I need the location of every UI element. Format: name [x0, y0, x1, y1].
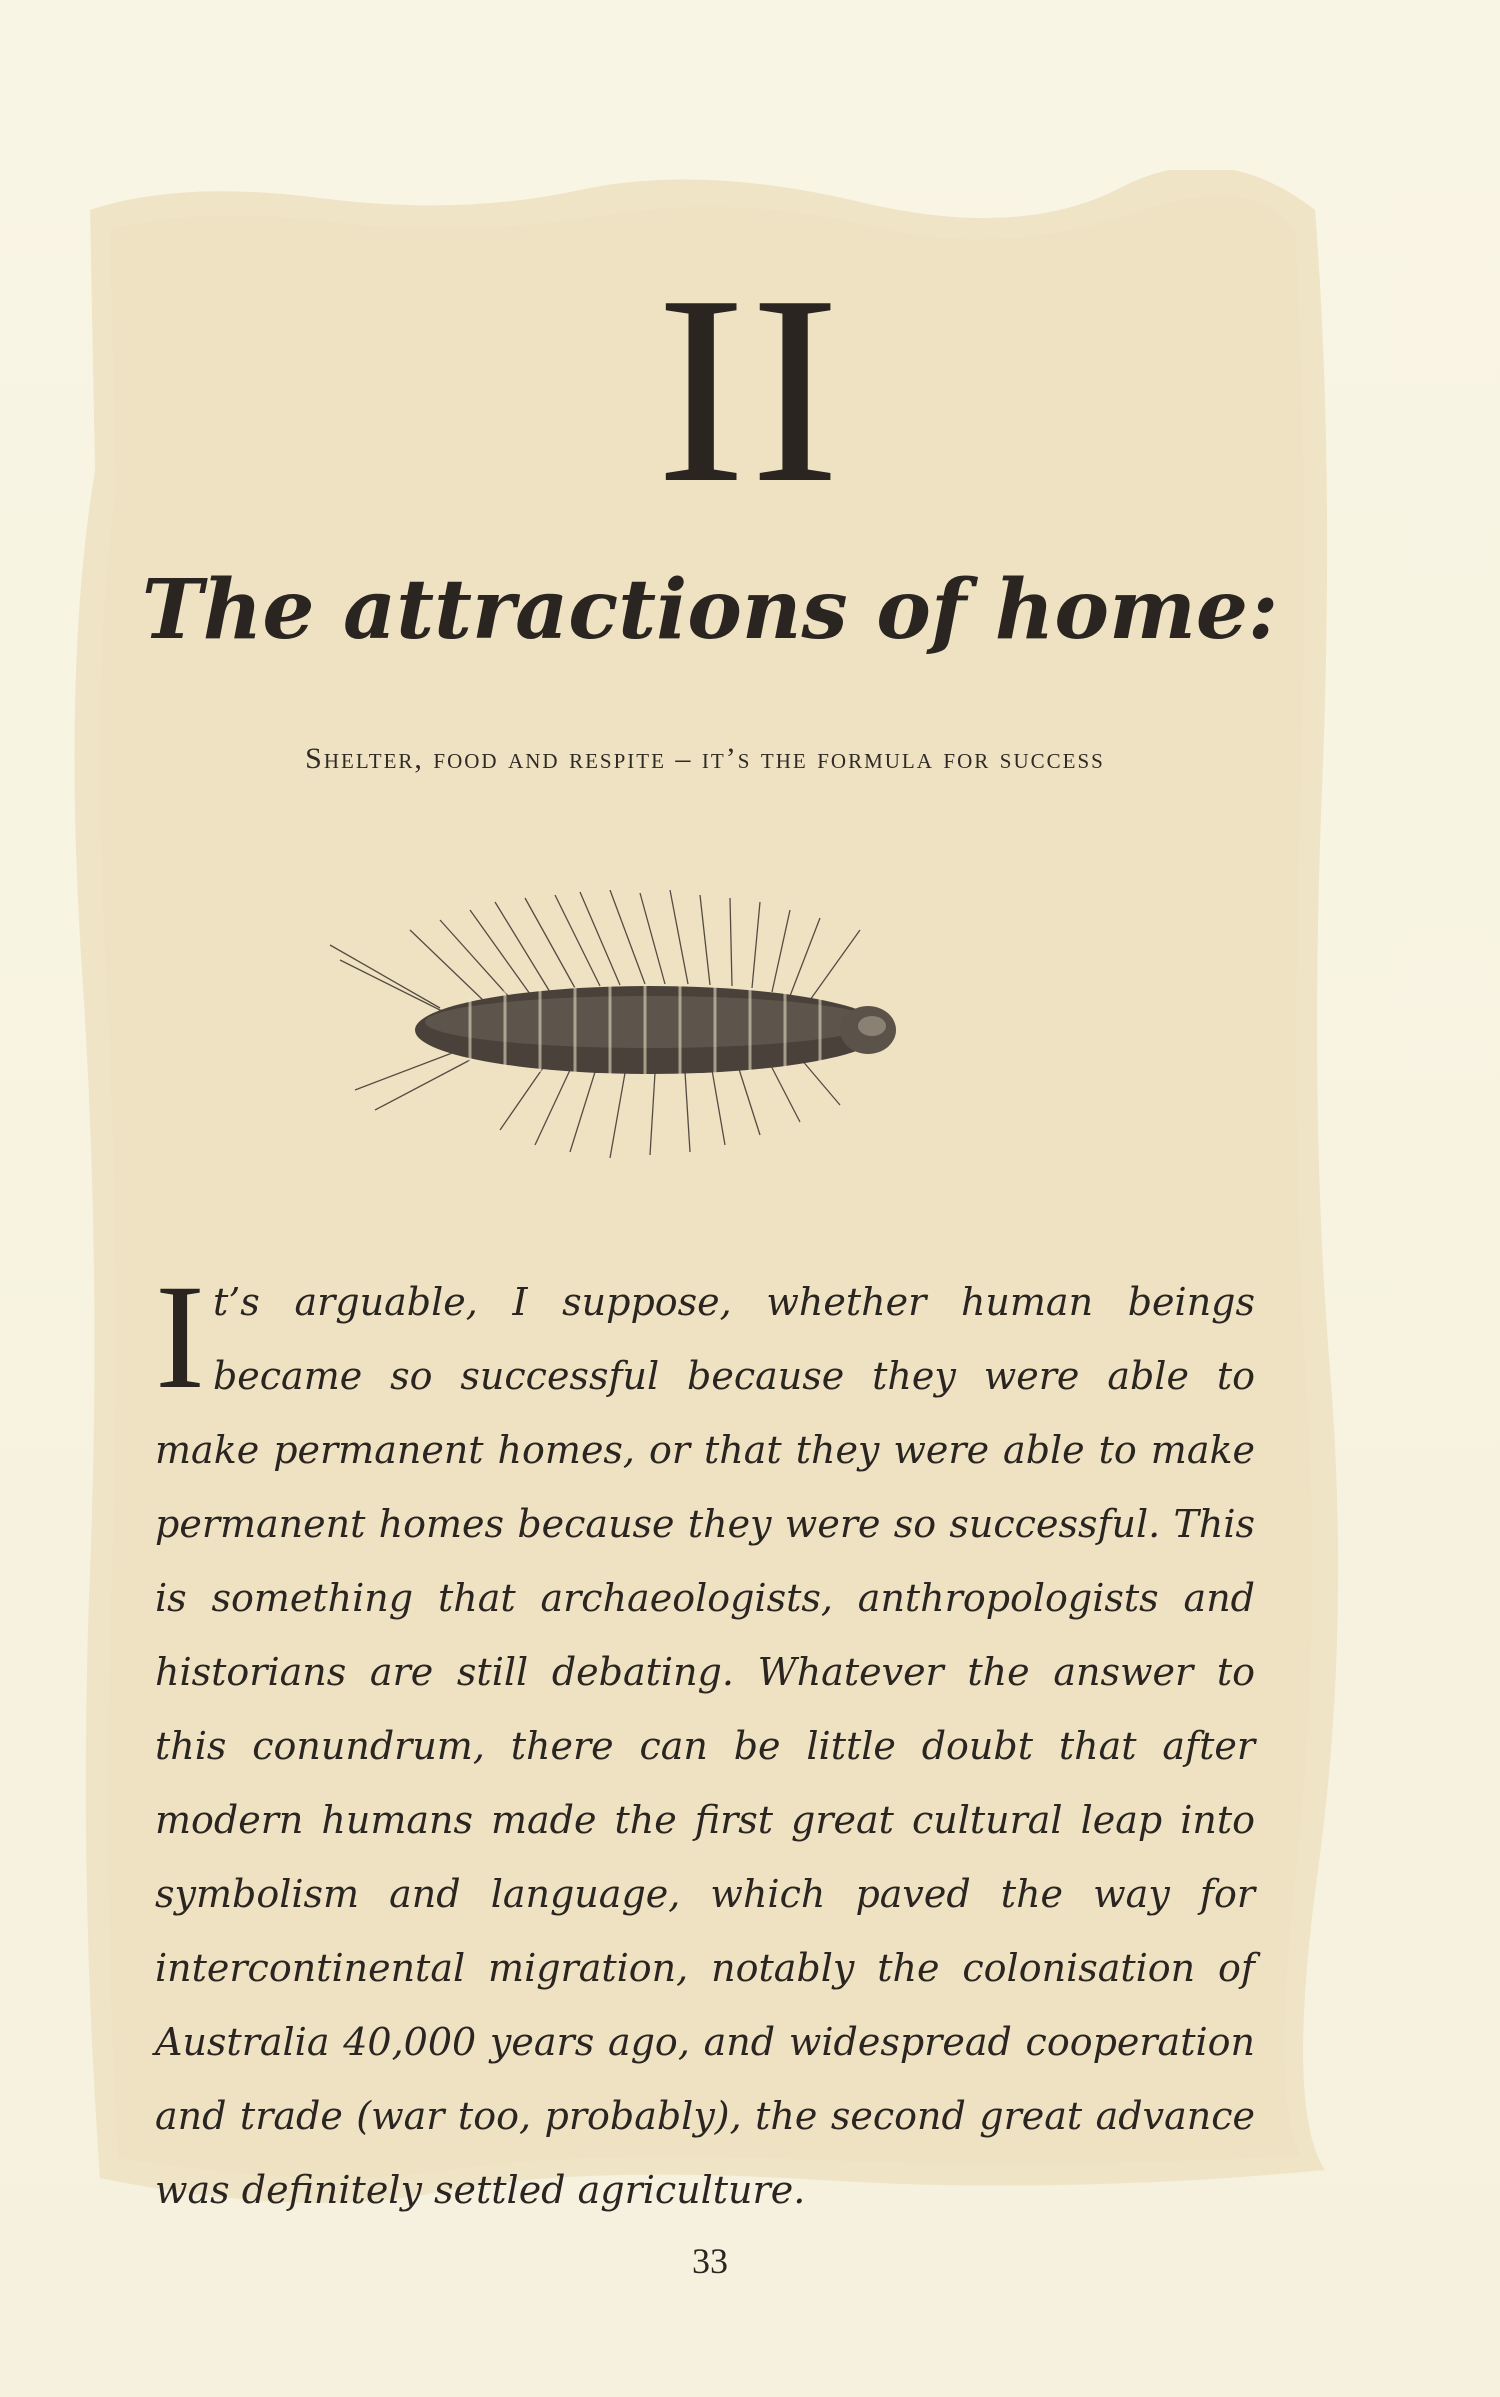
body-paragraph	[155, 1254, 1255, 2227]
page-number: 33	[692, 2241, 728, 2281]
chapter-subtitle: Shelter, food and respite – it’s the formula for success	[305, 742, 1105, 775]
chapter-title: The attractions of home:	[141, 562, 1279, 658]
caterpillar-engraving-icon	[320, 890, 980, 1160]
drop-cap: I	[155, 1254, 205, 1420]
paragraph-text: t’s arguable, I suppose, whether human beings became so successful because they were able to make permanent homes, or that they were able to make permanent homes because they were so successful. This is something that archaeologists, anthropologists and historians are still debating. Whatever the answer to this conundrum, there can be little doubt that after modern humans made the first great cultural leap into symbolism and language, which paved the way for intercontinental migration, notably the colonisation of Australia 40,000 years ago, and widespread cooperation and trade (war too, probably), the second great advance was definitely settled agriculture.	[155, 1280, 1255, 2212]
chapter-number: II	[656, 240, 844, 539]
